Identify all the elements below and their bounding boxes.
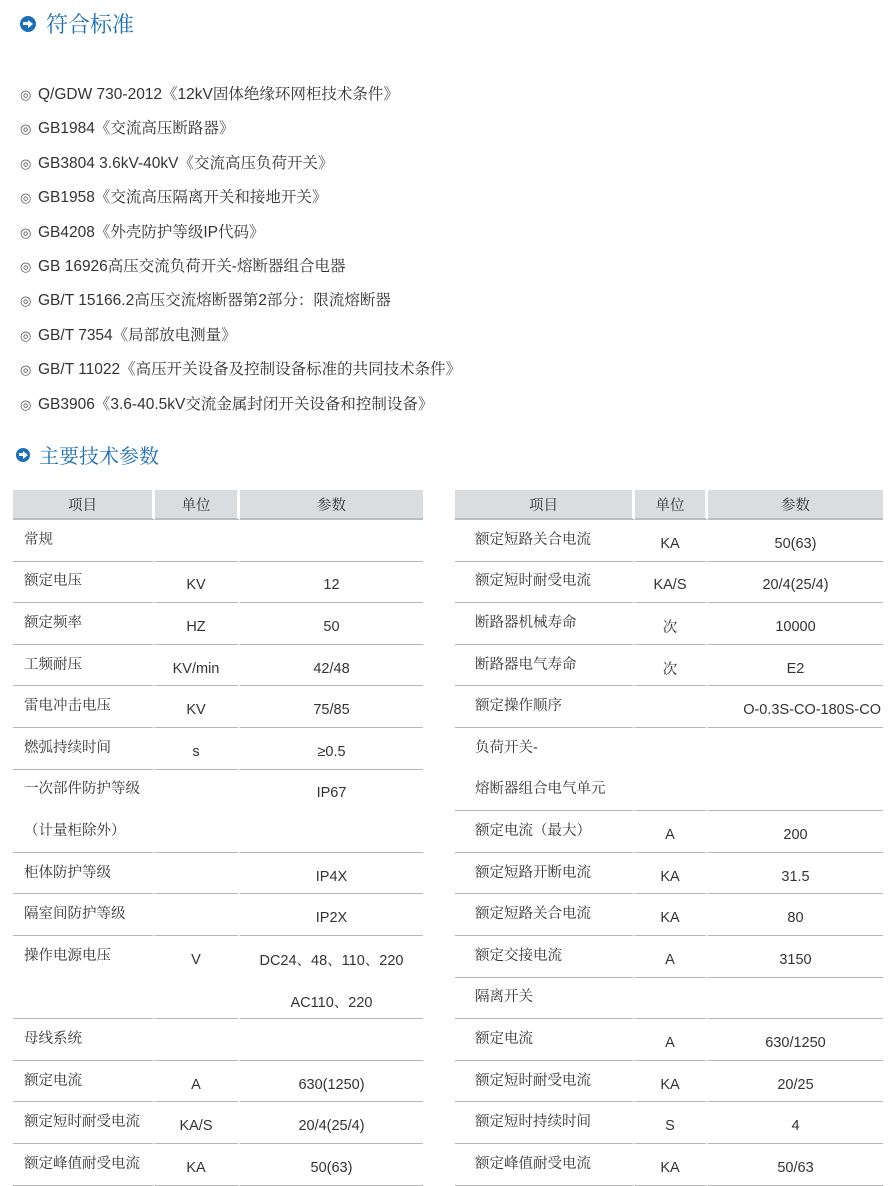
cell-unit: KA	[635, 853, 708, 895]
standard-item	[20, 290, 461, 324]
standard-text: GB4208《外壳防护等级IP代码》	[38, 223, 265, 241]
cell-param: 4	[708, 1102, 883, 1144]
cell-unit: KA	[635, 894, 708, 936]
table-row	[13, 1061, 423, 1103]
cell-item: 断路器电气寿命	[455, 645, 635, 687]
standard-item	[20, 187, 461, 221]
circle-bullet-icon: ◎	[20, 224, 32, 240]
standard-item	[20, 394, 461, 428]
cell-unit	[155, 1019, 240, 1061]
cell-unit: s	[155, 728, 240, 770]
cell-unit: A	[155, 1061, 240, 1103]
table-row	[455, 1061, 883, 1103]
table-row	[13, 1019, 423, 1061]
cell-param: ≥0.5	[240, 728, 423, 770]
standard-text: GB 16926高压交流负荷开关-熔断器组合电器	[38, 257, 346, 275]
cell-unit: KA/S	[155, 1102, 240, 1144]
cell-unit	[635, 728, 708, 770]
cell-unit: KA	[635, 1144, 708, 1186]
cell-item	[13, 978, 155, 1020]
cell-param: 80	[708, 894, 883, 936]
cell-item: 额定短时持续时间	[455, 1102, 635, 1144]
table-row	[455, 686, 883, 728]
header-param: 参数	[240, 490, 423, 520]
cell-param	[240, 811, 423, 853]
cell-param: 50/63	[708, 1144, 883, 1186]
standard-text: Q/GDW 730-2012《12kV固体绝缘环网柜技术条件》	[38, 86, 399, 103]
cell-item: 柜体防护等级	[13, 853, 155, 895]
cell-item: 额定交接电流	[455, 936, 635, 978]
cell-item: 隔室间防护等级	[13, 894, 155, 936]
cell-unit: KA	[635, 1061, 708, 1103]
circle-bullet-icon: ◎	[20, 155, 32, 171]
table-row	[13, 894, 423, 936]
cell-unit	[155, 811, 240, 853]
standard-item	[20, 256, 461, 290]
cell-param: 20/4(25/4)	[708, 562, 883, 604]
table-header-row	[455, 490, 883, 520]
cell-item: 工频耐压	[13, 645, 155, 687]
standard-text: GB3906《3.6-40.5kV交流金属封闭开关设备和控制设备》	[38, 395, 434, 413]
params-table-left	[13, 490, 423, 1186]
standards-section-title	[20, 8, 134, 39]
table-row	[455, 645, 883, 687]
cell-unit	[635, 686, 708, 728]
cell-param	[240, 520, 423, 562]
cell-item: 额定电压	[13, 562, 155, 604]
standards-list	[20, 84, 461, 428]
cell-unit: HZ	[155, 603, 240, 645]
cell-item: 燃弧持续时间	[13, 728, 155, 770]
table-header-row	[13, 490, 423, 520]
cell-unit: S	[635, 1102, 708, 1144]
table-row	[13, 936, 423, 978]
cell-unit: A	[635, 1019, 708, 1061]
cell-param: IP2X	[240, 894, 423, 936]
cell-item: 额定峰值耐受电流	[455, 1144, 635, 1186]
table-row	[455, 770, 883, 812]
cell-item: 额定短路关合电流	[455, 894, 635, 936]
table-row	[13, 770, 423, 812]
cell-unit: KV/min	[155, 645, 240, 687]
table-row	[13, 811, 423, 853]
arrow-right-circle-icon	[20, 16, 36, 32]
cell-item: 操作电源电压	[13, 936, 155, 978]
cell-param: AC110、220	[240, 978, 423, 1020]
cell-item: 额定电流	[13, 1061, 155, 1103]
cell-unit: KV	[155, 562, 240, 604]
cell-param	[708, 770, 883, 812]
standard-text: GB/T 11022《高压开关设备及控制设备标准的共同技术条件》	[38, 361, 462, 379]
cell-item: 一次部件防护等级	[13, 770, 155, 812]
cell-param: IP4X	[240, 853, 423, 895]
circle-bullet-icon: ◎	[20, 293, 32, 309]
cell-item: 额定电流	[455, 1019, 635, 1061]
header-unit: 单位	[155, 490, 240, 520]
table-row	[455, 728, 883, 770]
params-table-left-body	[13, 520, 423, 1186]
cell-unit	[155, 770, 240, 812]
cell-item: 额定短时耐受电流	[455, 562, 635, 604]
params-title-text: 主要技术参数	[39, 446, 159, 468]
table-row	[455, 520, 883, 562]
params-section-title	[16, 440, 159, 469]
cell-item: 额定短路开断电流	[455, 853, 635, 895]
standard-text: GB/T 15166.2高压交流熔断器第2部分：限流熔断器	[38, 292, 391, 310]
cell-item: 额定短路关合电流	[455, 520, 635, 562]
cell-item: （计量柜除外）	[13, 811, 155, 853]
cell-unit	[635, 978, 708, 1020]
table-row	[13, 645, 423, 687]
cell-item: 额定电流（最大）	[455, 811, 635, 853]
cell-unit	[155, 520, 240, 562]
table-row	[13, 1144, 423, 1186]
table-row	[13, 520, 423, 562]
cell-unit: KA/S	[635, 562, 708, 604]
cell-item: 负荷开关-	[455, 728, 635, 770]
table-row	[13, 1102, 423, 1144]
cell-item: 额定操作顺序	[455, 686, 635, 728]
cell-unit: A	[635, 936, 708, 978]
header-item: 项目	[455, 490, 635, 520]
cell-unit: KA	[635, 520, 708, 562]
cell-item: 额定短时耐受电流	[13, 1102, 155, 1144]
circle-bullet-icon: ◎	[20, 396, 32, 412]
cell-item: 隔离开关	[455, 978, 635, 1020]
standard-text: GB3804 3.6kV-40kV《交流高压负荷开关》	[38, 154, 334, 172]
cell-param: O-0.3S-CO-180S-CO	[708, 686, 883, 728]
cell-param: 31.5	[708, 853, 883, 895]
cell-item: 额定峰值耐受电流	[13, 1144, 155, 1186]
standard-item	[20, 84, 461, 118]
cell-unit: KV	[155, 686, 240, 728]
table-row	[455, 562, 883, 604]
cell-param: 12	[240, 562, 423, 604]
cell-unit: V	[155, 936, 240, 978]
cell-item: 常规	[13, 520, 155, 562]
circle-bullet-icon: ◎	[20, 87, 32, 102]
arrow-right-circle-icon	[16, 448, 30, 462]
cell-param: 20/25	[708, 1061, 883, 1103]
cell-param: E2	[708, 645, 883, 687]
cell-unit	[155, 894, 240, 936]
cell-param: 20/4(25/4)	[240, 1102, 423, 1144]
standard-item	[20, 153, 461, 187]
header-unit: 单位	[635, 490, 708, 520]
cell-unit	[155, 853, 240, 895]
circle-bullet-icon: ◎	[20, 327, 32, 343]
cell-unit	[635, 770, 708, 812]
cell-unit	[155, 978, 240, 1020]
standards-title-text: 符合标准	[46, 12, 135, 37]
table-row	[13, 562, 423, 604]
cell-param: 50(63)	[240, 1144, 423, 1186]
table-row	[455, 603, 883, 645]
cell-param: 630/1250	[708, 1019, 883, 1061]
standard-text: GB1984《交流高压断路器》	[38, 120, 235, 138]
table-row	[455, 1019, 883, 1061]
cell-unit: KA	[155, 1144, 240, 1186]
table-row	[13, 686, 423, 728]
cell-item: 熔断器组合电气单元	[455, 770, 635, 812]
table-row	[455, 894, 883, 936]
circle-bullet-icon: ◎	[20, 121, 32, 137]
cell-param	[708, 728, 883, 770]
cell-unit: 次	[635, 645, 708, 687]
cell-unit: A	[635, 811, 708, 853]
header-item: 项目	[13, 490, 155, 520]
cell-param: 50(63)	[708, 520, 883, 562]
cell-param: DC24、48、110、220	[259, 953, 404, 970]
table-row	[455, 853, 883, 895]
table-row	[455, 1102, 883, 1144]
table-row	[13, 603, 423, 645]
cell-param: 42/48	[240, 645, 423, 687]
params-table-right-body	[455, 520, 883, 1186]
cell-item: 额定短时耐受电流	[455, 1061, 635, 1103]
table-row	[455, 978, 883, 1020]
cell-param: 75/85	[240, 686, 423, 728]
table-row	[13, 978, 423, 1020]
circle-bullet-icon: ◎	[20, 362, 32, 378]
table-row	[455, 811, 883, 853]
cell-item: 母线系统	[13, 1019, 155, 1061]
standard-item	[20, 325, 461, 359]
header-param: 参数	[708, 490, 883, 520]
cell-param	[240, 1019, 423, 1061]
cell-item: 额定频率	[13, 603, 155, 645]
cell-unit: 次	[635, 603, 708, 645]
cell-param	[708, 978, 883, 1020]
standard-item	[20, 118, 461, 152]
table-row	[13, 853, 423, 895]
standard-text: GB/T 7354《局部放电测量》	[38, 326, 237, 344]
cell-param: 3150	[708, 936, 883, 978]
table-row	[455, 1144, 883, 1186]
params-table-right	[455, 490, 883, 1186]
cell-param: IP67	[316, 785, 347, 802]
standard-item	[20, 359, 461, 393]
circle-bullet-icon: ◎	[20, 190, 32, 206]
table-row	[13, 728, 423, 770]
cell-param: 50	[240, 603, 423, 645]
cell-param: 10000	[708, 603, 883, 645]
standard-item	[20, 222, 461, 256]
cell-param: 630(1250)	[240, 1061, 423, 1103]
cell-param: 200	[708, 811, 883, 853]
standard-text: GB1958《交流高压隔离开关和接地开关》	[38, 189, 328, 207]
cell-item: 断路器机械寿命	[455, 603, 635, 645]
circle-bullet-icon: ◎	[20, 258, 32, 274]
cell-item: 雷电冲击电压	[13, 686, 155, 728]
table-row	[455, 936, 883, 978]
